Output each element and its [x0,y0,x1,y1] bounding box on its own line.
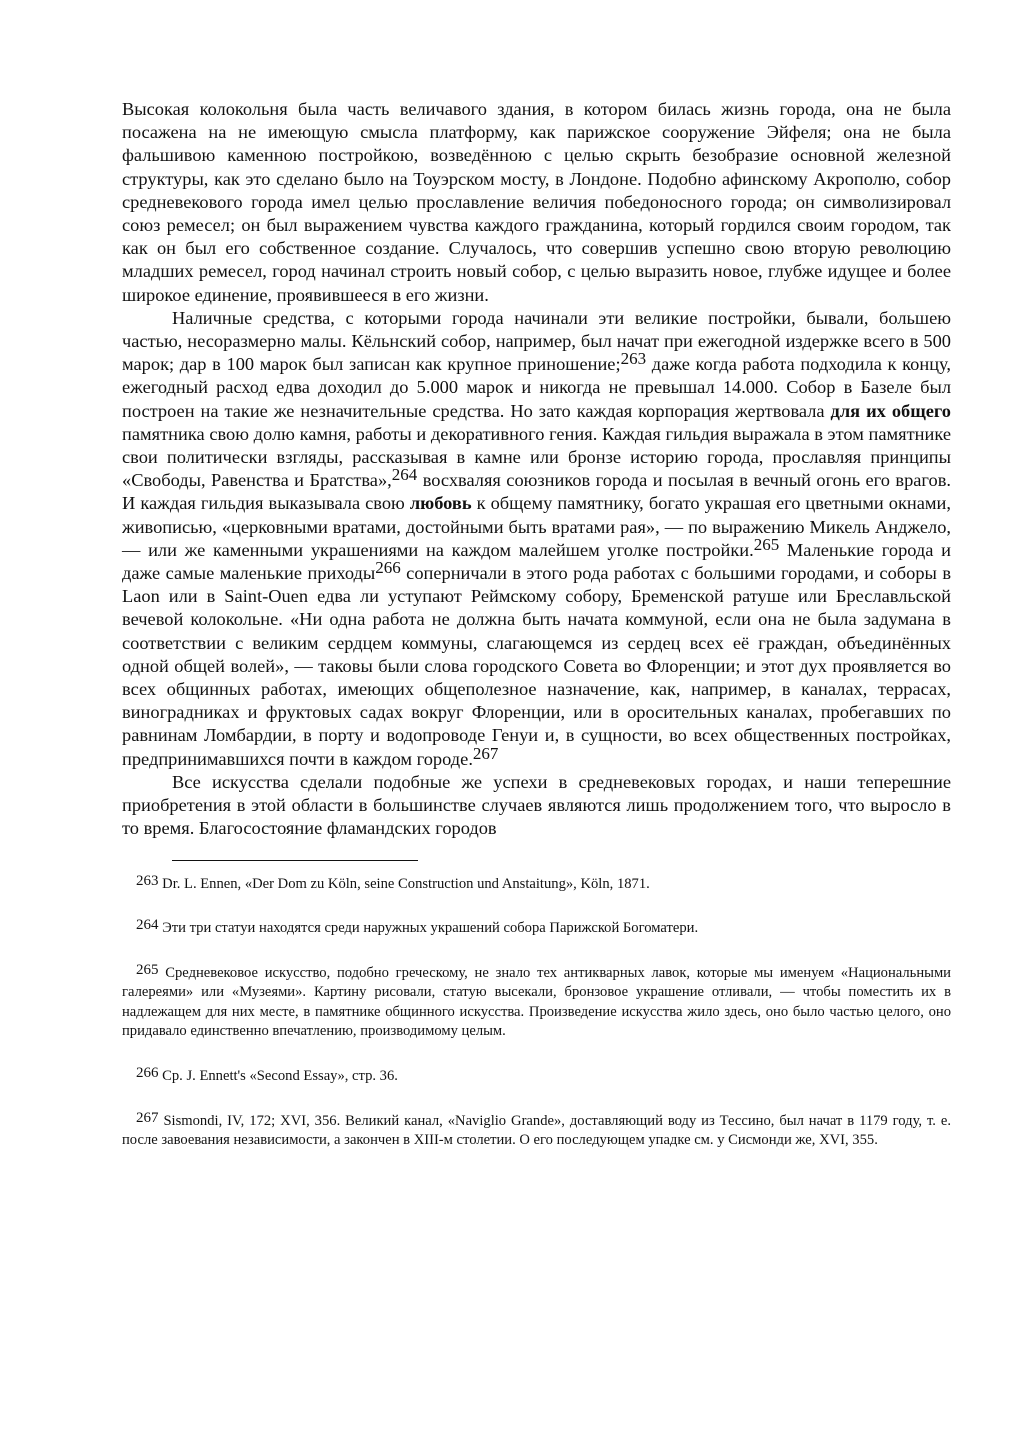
footnote-ref-266[interactable]: 266 [375,558,401,578]
paragraph-2-text-1: Наличные средства, с которыми города начинали эти великие постройки, бывали, большею частью, несоразмерно малы. Кёльнский собор, например, был начат при ежегодной издержке всего в 500 марок; дар в 100 марок был записан как крупное приношение; [122,307,951,375]
paragraph-2-text-6: Маленькие города и даже самые маленькие приходы [122,539,951,584]
paragraph-2 [122,307,951,771]
footnote-text: Sismondi, IV, 172; XVI, 356. Великий канал, «Naviglio Grande», доставляющий воду из Тессино, был начат в 1179 году, т. е. после завоевания независимости, а закончен в XIII-м столетии. О его последующем упадке см. у Сисмонди же, XVI, 355. [122,1112,951,1149]
footnote-number: 266 [136,1065,159,1082]
paragraph-2-text-2: даже когда работа подходила к концу, ежегодный расход едва доходил до 5.000 марок и никогда не превышал 14.000. Собор в Базеле был построен на такие же незначительные средства. Но зато каждая корпорация жертвовала [122,354,951,421]
footnote-265 [122,961,951,1042]
footnote-266 [122,1067,951,1087]
footnote-number: 265 [136,961,159,978]
paragraph-1: Высокая колокольня была часть величавого здания, в котором билась жизнь города, она не была посажена на не имеющую смысла платформу, как парижское сооружение Эйфеля; она не была фальшивою каменною постройкою, возведённою с целью скрыть безобразие основной железной структуры, как это сделано было на Тоуэрском мосту, в Лондоне. Подобно афинскому Акрополю, собор средневекового города имел целью прославление величия победоносного города; он символизировал союз ремесел; он был выражением чувства каждого гражданина, который гордился своим городом, так как он был его собственное создание. Случалось, что совершив успешно свою вторую революцию младших ремесел, город начинал строить новый собор, с целью выразить новое, глубже идущее и более широкое единение, проявившееся в его жизни. [122,99,951,305]
footnote-267 [122,1109,951,1151]
paragraph-2-text-3: памятника свою долю камня, работы и декоративного гения. Каждая гильдия выражала в этом памятнике свои политически взгляды, рассказывая в камне или бронзе историю города, прославляя принципы «Свободы, Равенства и Братства», [122,423,951,491]
footnotes-section [122,872,951,1151]
footnote-ref-265[interactable]: 265 [753,534,780,554]
paragraph-2-text-5: к общему памятнику, богато украшая его цветными окнами, живописью, «церковными вратами, достойными быть вратами рая», — по выражению Микель Анджело, — или же каменными украшениями на каждом малейшем уголке постройки. [122,493,951,560]
paragraph-2-text-4: восхваляя союзников города и посылая в вечный огонь его врагов. И каждая гильдия выказывала свою [122,470,951,514]
bold-phrase-1: для их общего [830,400,951,421]
footnote-number: 263 [136,872,159,889]
footnote-divider [172,860,418,861]
footnote-264 [122,919,951,939]
paragraph-2-text-7: соперничали в этого рода работах с большими городами, и соборы в Laon или в Saint-Ouen едва ли уступают Реймскому собору, Бременской ратуше или Бреславльской вечевой колокольне. «Ни одна работа не должна быть начата коммуной, если она не была задумана в соответствии с великим сердцем коммуны, слагающемся из сердец всех её граждан, объединённых одной общей волей», — таковы были слова городского Совета во Флоренции; и этот дух проявляется во всех общинных работах, имеющих общеполезное назначение, как, например, в каналах, террасах, виноградниках и фруктовых садах вокруг Флоренции, или в оросительных каналах, пробегавших по равнинам Ломбардии, в порту и водопроводе Генуи и, в сущности, во всех общественных постройках, предпринимавшихся почти в каждом городе. [122,563,951,769]
footnote-263 [122,872,951,895]
paragraph-3: Все искусства сделали подобные же успехи в средневековых городах, и наши теперешние приобретения в этой области в большинстве случаев являются лишь продолжением того, что выросло в то время. Благосостояние фламандских городов [122,771,951,839]
footnote-number: 264 [136,917,159,934]
footnote-ref-264[interactable]: 264 [391,465,418,485]
footnote-ref-263[interactable]: 263 [620,349,647,369]
footnote-text: Эти три статуи находятся среди наружных украшений собора Парижской Богоматери. [162,920,699,937]
footnote-text: Средневековое искусство, подобно греческому, не знало тех антикварных лавок, которые мы именуем «Национальными галереями» или «Музеями». Картину рисовали, статую высекали, бронзовое украшение отливали, — чтобы поместить их в надлежащем для них месте, в памятнике общинного искусства. Произведение искусства жило здесь, оно было частью целого, оно придавало единственно впечатлению, производимому целым. [122,964,951,1040]
footnote-text: Dr. L. Ennen, «Der Dom zu Köln, seine Construction und Anstaitung», Köln, 1871. [162,875,650,892]
footnote-ref-267[interactable]: 267 [472,743,499,763]
document-page [122,98,951,1176]
footnote-text: Ср. J. Ennett's «Second Essay», стр. 36. [162,1068,398,1085]
bold-phrase-2: любовь [409,493,472,514]
footnote-number: 267 [136,1109,159,1126]
